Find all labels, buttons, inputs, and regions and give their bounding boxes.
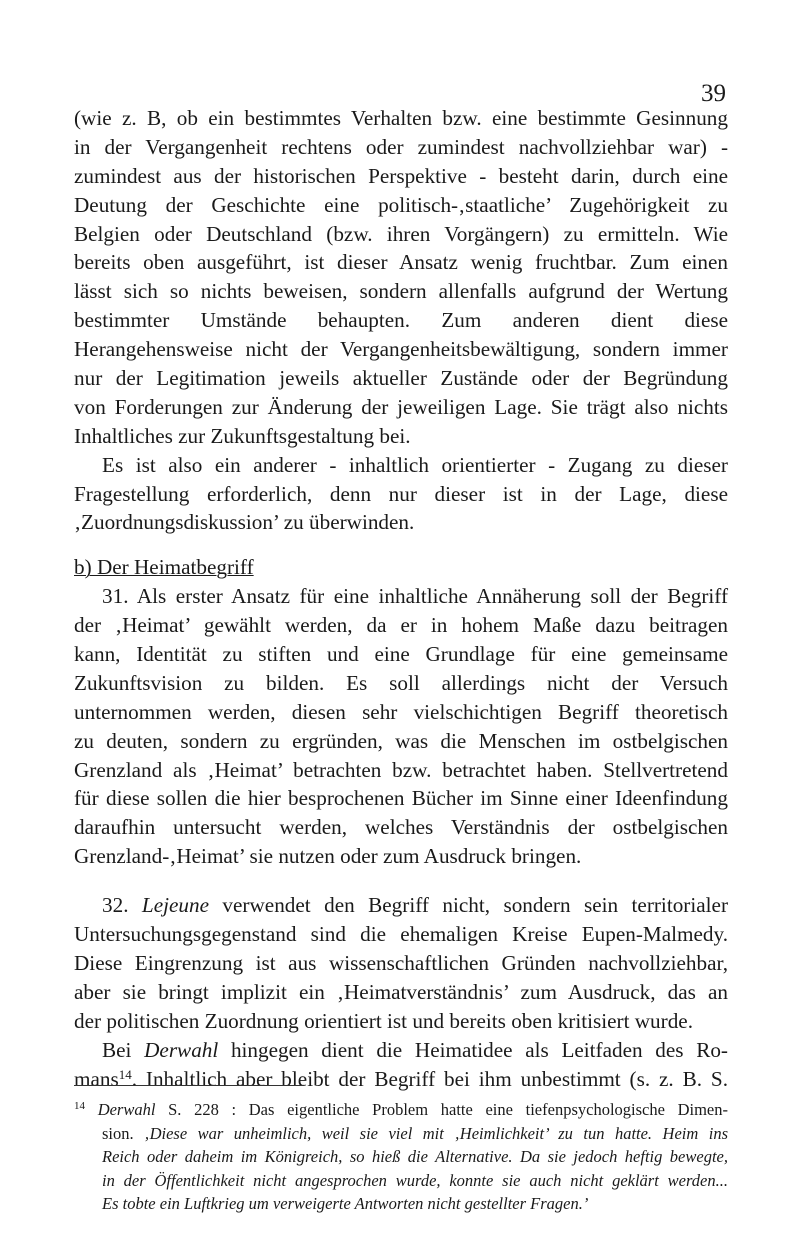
text-line: für diese sollen die hier besprochenen Bücher im Sinne einer Ideenfindung	[74, 786, 728, 811]
section-heading: b) Der Heimatbegriff	[74, 555, 254, 580]
footnote-line: Es tobte ein Luftkrieg um verweigerte Antworten nicht gestellter Fragen.’	[102, 1194, 589, 1213]
text-line: der politischen Zuordnung orientiert ist und bereits oben kritisiert wurde.	[74, 1008, 693, 1033]
footnote-ref[interactable]: 14	[118, 1066, 132, 1082]
text-line: Diese Eingrenzung ist aus wissenschaftlichen Gründen nachvollziehbar,	[74, 950, 728, 975]
text-line: Deutung der Geschichte eine politisch-‚staatliche’ Zugehörigkeit zu	[74, 192, 728, 217]
text-line: Herangehensweise nicht der Vergangenheitsbewältigung, sondern immer	[74, 337, 728, 362]
footnote-line: in der Öffentlichkeit nicht angesprochen wurde, konnte sie auch nicht geklärt werden...	[102, 1170, 728, 1190]
paragraph-approach	[74, 451, 728, 538]
text-line: Untersuchungsgegenstand sind die ehemaligen Kreise Eupen-Malmedy.	[74, 922, 728, 947]
text-line: Grenzland als ‚Heimat’ betrachten bzw. betrachtet haben. Stellvertretend	[74, 757, 728, 782]
footnote	[74, 1098, 728, 1216]
footnote-line: $^{14}$ Derwahl S. 228 : Das eigentliche Problem hatte eine tiefenpsychologische Dimen-	[74, 1100, 729, 1119]
footnote-number: 14	[74, 1100, 85, 1112]
text-line: bestimmter Umstände behaupten. Zum anderen dient diese	[74, 308, 728, 333]
text-line: zumindest aus der historischen Perspektive - besteht darin, durch eine	[74, 163, 728, 188]
text-line: kann, Identität zu stiften und eine Grundlage für eine gemeinsame	[74, 642, 728, 667]
text-line: Es ist also ein anderer - inhaltlich orientierter - Zugang zu dieser	[102, 452, 728, 477]
author-name: Lejeune	[141, 893, 209, 918]
footnote-line: Reich oder daheim im Königreich, so hieß die Alternative. Da sie jedoch heftig bewegte,	[102, 1147, 728, 1166]
paragraph-intro	[74, 104, 728, 451]
text-line: von Forderungen zur Änderung der jeweiligen Lage. Sie trägt also nichts	[74, 394, 728, 419]
paragraph-32	[74, 891, 728, 1035]
text-line: Bei Derwahl hingegen dient die Heimatidee als Leitfaden des Ro-	[102, 1037, 728, 1062]
footnote-line: sion. ‚Diese war unheimlich, weil sie viel mit ‚Heimlichkeit’ zu tun hatte. Heim ins	[102, 1123, 728, 1143]
text-line: Grenzland-‚Heimat’ sie nutzen oder zum Ausdruck bringen.	[74, 844, 582, 869]
text-line: (wie z. B, ob ein bestimmtes Verhalten bzw. eine bestimmte Gesinnung	[74, 106, 728, 130]
text-line: Belgien oder Deutschland (bzw. ihren Vorgängern) zu ermitteln. Wie	[74, 221, 728, 246]
text-line: Fragestellung erforderlich, denn nur dieser ist in der Lage, diese	[74, 481, 728, 506]
footnote-rule	[74, 1085, 304, 1086]
text-line: nur der Legitimation jeweils aktueller Zustände oder der Begründung	[74, 366, 728, 391]
main-text	[74, 104, 728, 1093]
text-line: mans$^{14}$. Inhaltlich aber bleibt der Begriff bei ihm unbestimmt (s. z. B. S.	[74, 1066, 728, 1091]
text-line: daraufhin untersucht werden, welches Verständnis der ostbelgischen	[74, 815, 728, 840]
text-line: lässt sich so nichts beweisen, sondern allenfalls aufgrund der Wertung	[74, 279, 728, 304]
text-line: der ‚Heimat’ gewählt werden, da er in hohem Maße dazu beitragen	[74, 613, 728, 638]
text-line: 32. Lejeune verwendet den Begriff nicht, sondern sein territorialer	[102, 893, 728, 918]
text-line: aber sie bringt implizit ein ‚Heimatverständnis’ zum Ausdruck, das an	[74, 979, 728, 1004]
page-number: 39	[701, 80, 726, 107]
text-line: bereits oben ausgeführt, ist dieser Ansatz wenig fruchtbar. Zum einen	[74, 250, 728, 275]
text-line: zu deuten, sondern zu ergründen, was die Menschen im ostbelgischen	[74, 728, 728, 753]
text-line: unternommen werden, diesen sehr vielschichtigen Begriff theoretisch	[74, 699, 728, 724]
paragraph-31	[74, 582, 728, 871]
text-line: Inhaltliches zur Zukunftsgestaltung bei.	[74, 423, 411, 448]
text-line: ‚Zuordnungsdiskussion’ zu überwinden.	[74, 510, 415, 535]
text-line: Zukunftsvision zu bilden. Es soll allerdings nicht der Versuch	[74, 670, 728, 695]
text-line: in der Vergangenheit rechtens oder zumindest nachvollziehbar war) -	[74, 134, 728, 159]
author-name: Derwahl	[144, 1037, 219, 1062]
text-line: 31. Als erster Ansatz für eine inhaltliche Annäherung soll der Begriff	[102, 584, 728, 609]
